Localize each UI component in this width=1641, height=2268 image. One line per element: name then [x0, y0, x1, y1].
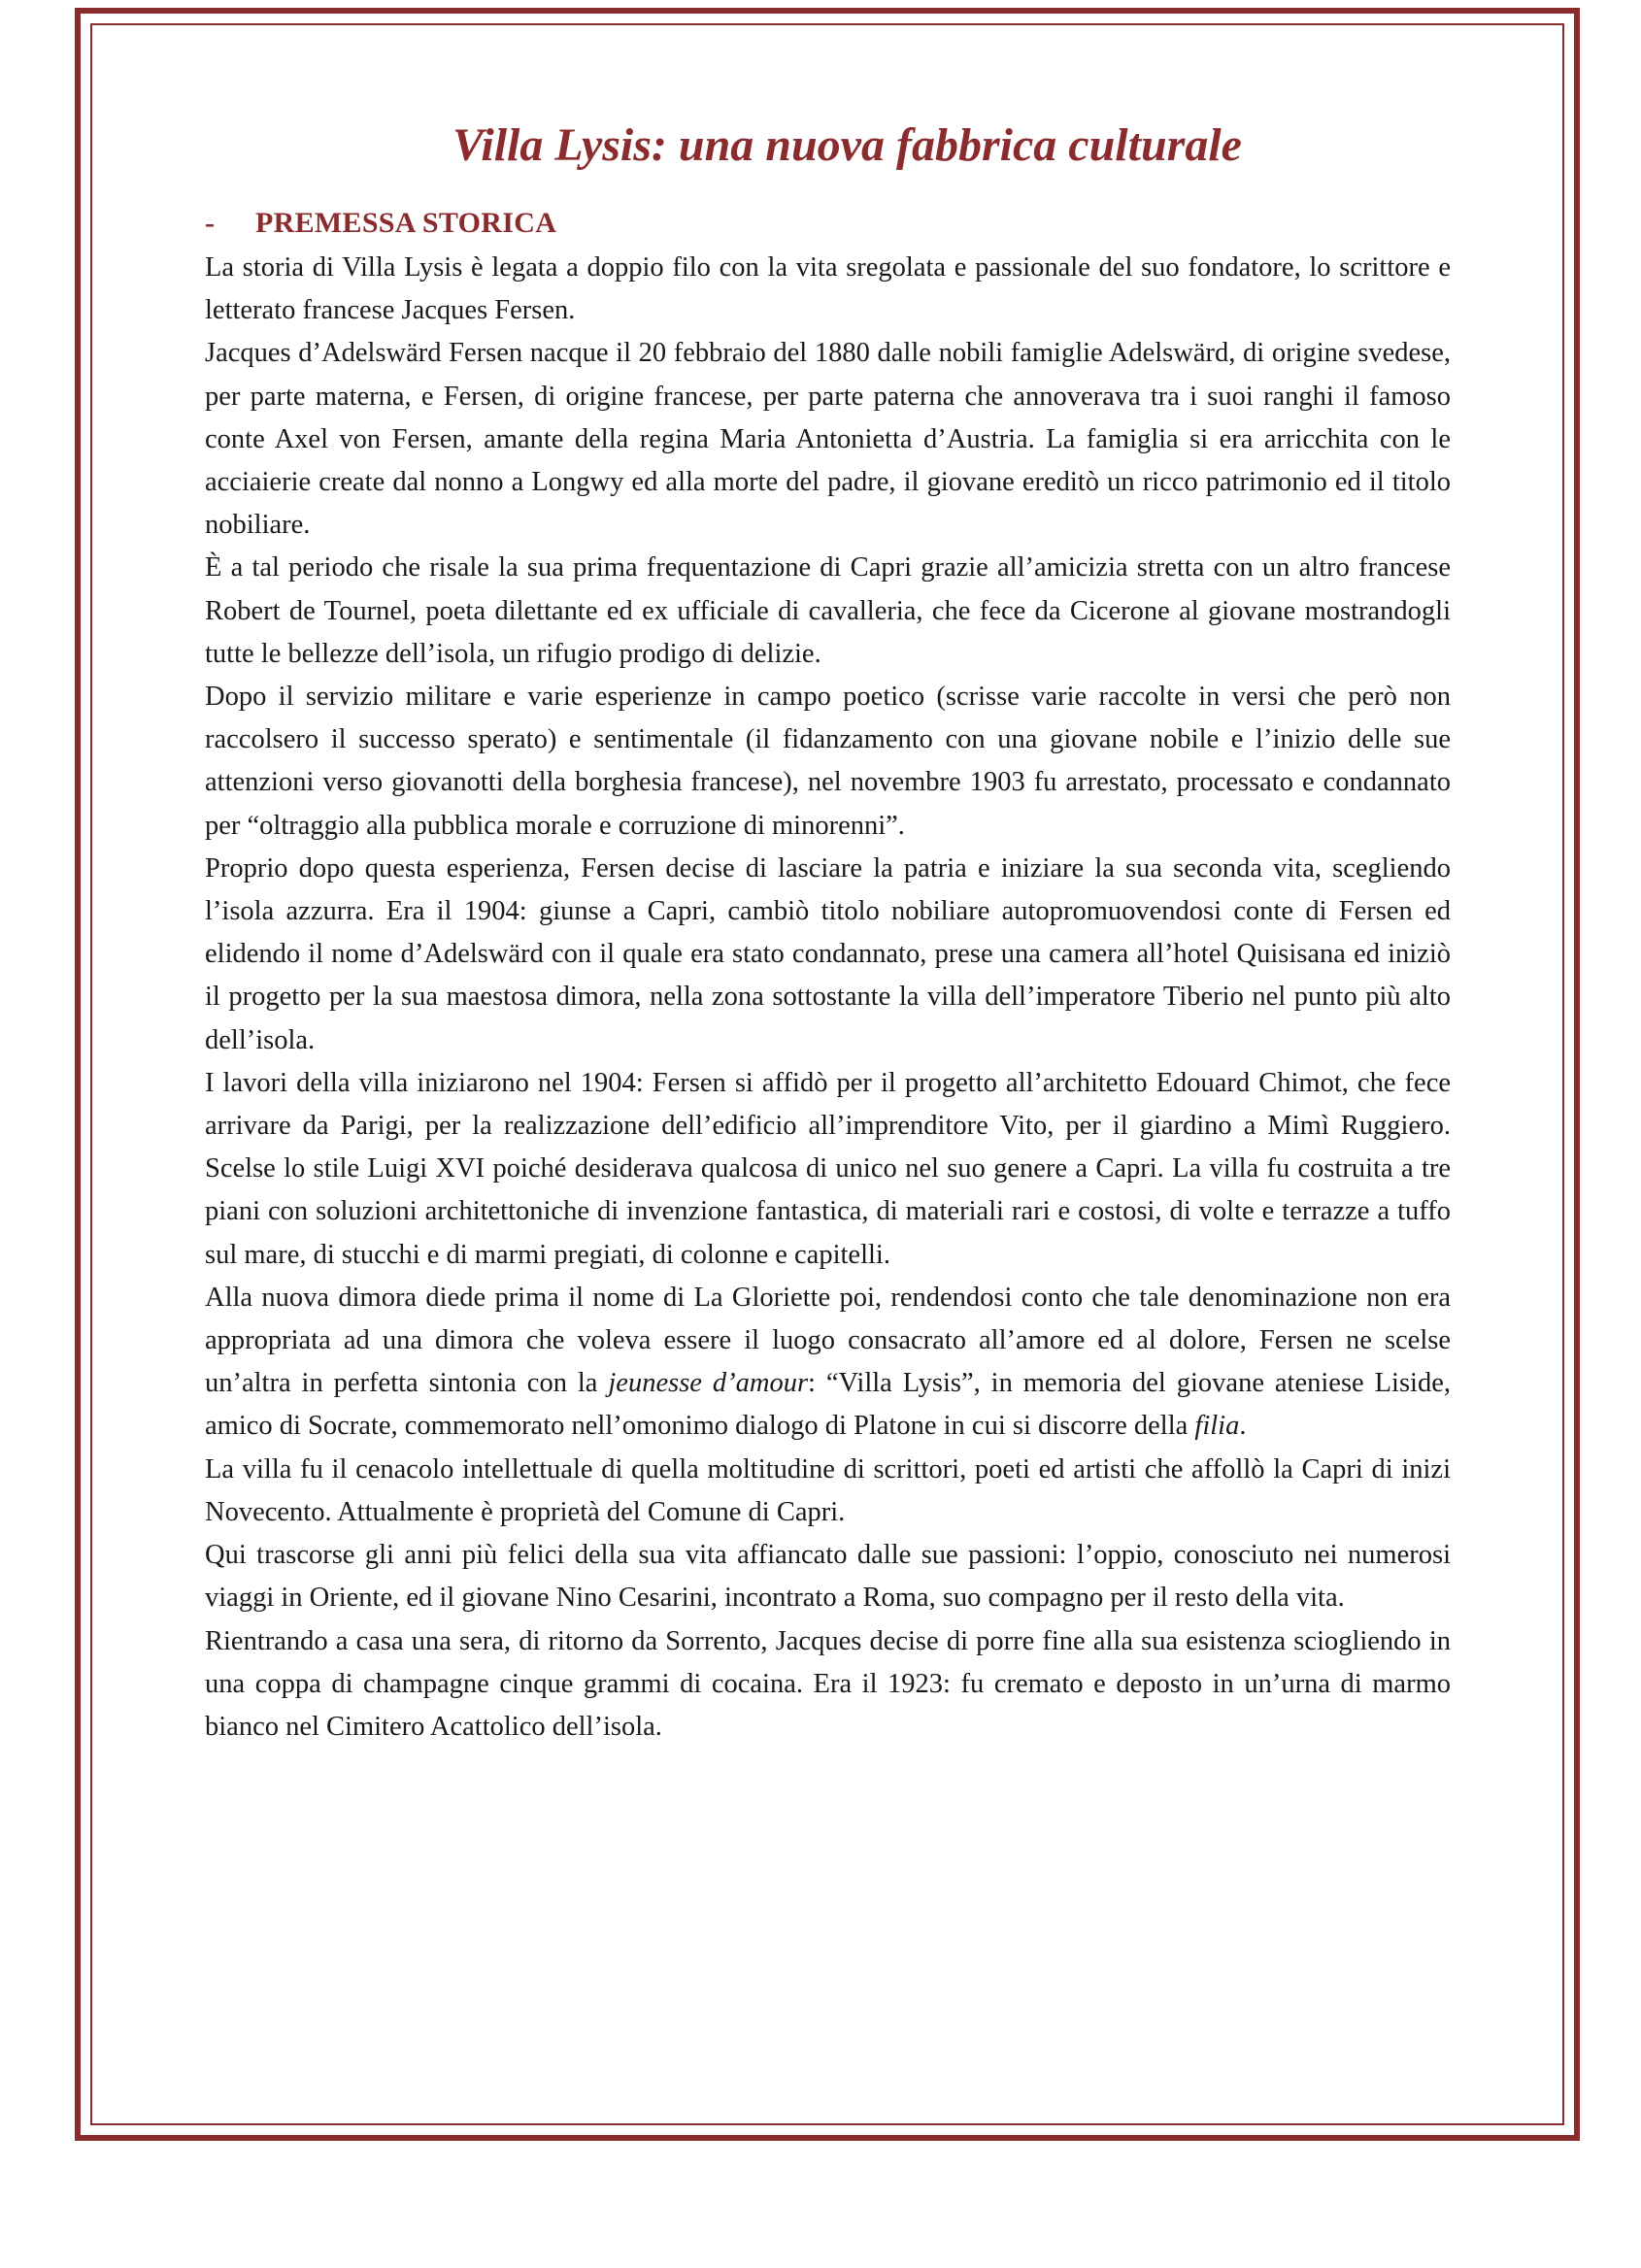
section-heading	[205, 202, 1451, 245]
naming-text-2: : “Villa Lysis”, in memoria del giovane ateniese Liside, amico di Socrate, commemorato nell’omonimo dialogo di Platone in cui si discorre della	[205, 1368, 1451, 1442]
paragraph-cenacolo: La villa fu il cenacolo intellettuale di quella moltitudine di scrittori, poeti ed artisti che affollò la Capri di inizi Novecento. Attualmente è proprietà del Comune di Capri.	[205, 1453, 1451, 1527]
paragraph-naming	[205, 1277, 1451, 1449]
naming-text-end: .	[1239, 1411, 1247, 1442]
paragraph-arrest: Dopo il servizio militare e varie esperienze in campo poetico (scrisse varie raccolte in versi che però non raccolsero il successo sperato) e sentimentale (il fidanzamento con una giovane nobile e l’inizio delle sue attenzioni verso giovanotti della borghesia francese), nel novembre 1903 fu arrestato, processato e condannato per “oltraggio alla pubblica morale e corruzione di minorenni”.	[205, 682, 1451, 841]
paragraph-capri-first-visit: È a tal periodo che risale la sua prima frequentazione di Capri grazie all’amicizia stretta con un altro francese Robert de Tournel, poeta dilettante ed ex ufficiale di cavalleria, che fece da Cicerone al giovane mostrandogli tutte le bellezze dell’isola, un rifugio prodigo di delizie.	[205, 552, 1451, 669]
naming-italic-jeunesse: jeunesse d’amour	[608, 1368, 809, 1399]
paragraph-death: Rientrando a casa una sera, di ritorno da Sorrento, Jacques decise di porre fine alla sua esistenza sciogliendo in una coppa di champagne cinque grammi di cocaina. Era il 1923: fu cremato e deposto in un’urna di marmo bianco nel Cimitero Acattolico dell’isola.	[205, 1625, 1451, 1742]
document-body	[205, 117, 1451, 1749]
section-heading-text: PREMESSA STORICA	[255, 207, 557, 239]
naming-text-1: Alla nuova dimora diede prima il nome di La Gloriette poi, rendendosi conto che tale denominazione non era appropriata ad una dimora che voleva essere il luogo consacrato all’amore ed al dolore, Fersen ne scelse un’altra in perfetta sintonia con la	[205, 1282, 1451, 1399]
document-title: Villa Lysis: una nuova fabbrica culturale	[452, 119, 1242, 171]
paragraph-construction: I lavori della villa iniziarono nel 1904: Fersen si affidò per il progetto all’architetto Edouard Chimot, che fece arrivare da Parigi, per la realizzazione dell’edificio all’imprenditore Vito, per il giardino a Mimì Ruggiero. Scelse lo stile Luigi XVI poiché desiderava qualcosa di unico nel suo genere a Capri. La villa fu costruita a tre piani con soluzioni architettoniche di invenzione fantastica, di materiali rari e costosi, di volte e terrazze a tuffo sul mare, di stucchi e di marmi pregiati, di colonne e capitelli.	[205, 1067, 1451, 1270]
paragraph-move-to-capri: Proprio dopo questa esperienza, Fersen decise di lasciare la patria e iniziare la sua seconda vita, scegliendo l’isola azzurra. Era il 1904: giunse a Capri, cambiò titolo nobiliare autopromuovendosi conte di Fersen ed elidendo il nome d’Adelswärd con il quale era stato condannato, prese una camera all’hotel Quisisana ed iniziò il progetto per la sua maestosa dimora, nella zona sottostante la villa dell’imperatore Tiberio nel punto più alto dell’isola.	[205, 852, 1451, 1055]
paragraph-intro: La storia di Villa Lysis è legata a doppio filo con la vita sregolata e passionale del suo fondatore, lo scrittore e letterato francese Jacques Fersen.	[205, 252, 1451, 326]
naming-italic-filia: filia	[1194, 1411, 1240, 1442]
paragraph-passions: Qui trascorse gli anni più felici della sua vita affiancato dalle sue passioni: l’oppio, conosciuto nei numerosi viaggi in Oriente, ed il giovane Nino Cesarini, incontrato a Roma, suo compagno per il resto della vita.	[205, 1540, 1451, 1614]
paragraph-birth: Jacques d’Adelswärd Fersen nacque il 20 febbraio del 1880 dalle nobili famiglie Adelswärd, di origine svedese, per parte materna, e Fersen, di origine francese, per parte paterna che annoverava tra i suoi ranghi il famoso conte Axel von Fersen, amante della regina Maria Antonietta d’Austria. La famiglia si era arricchita con le acciaierie create dal nonno a Longwy ed alla morte del padre, il giovane ereditò un ricco patrimonio ed il titolo nobiliare.	[205, 338, 1451, 541]
section-dash: -	[205, 207, 216, 239]
